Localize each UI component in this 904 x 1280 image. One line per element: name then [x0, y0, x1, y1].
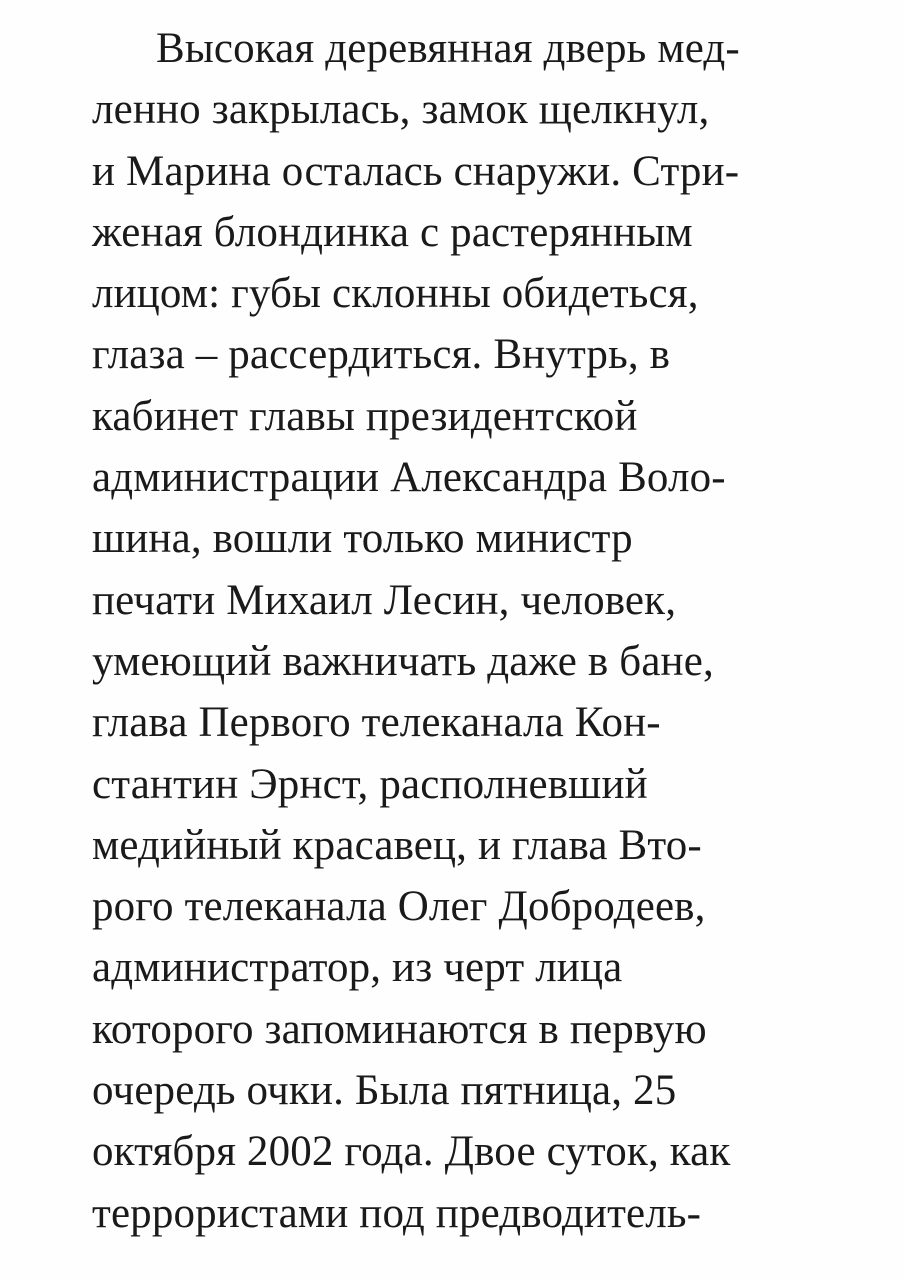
text-line-3: и Марина осталась снаружи. Стри- [92, 147, 740, 195]
text-line-1: Высокая деревянная дверь мед- [156, 25, 740, 72]
text-line-10: печати Михаил Лесин, человек, [92, 576, 677, 624]
text-line-8: администрации Александра Воло- [92, 454, 726, 502]
text-line-20: террористами под предводитель- [92, 1189, 702, 1237]
text-line-5: лицом: губы склонны обидеться, [92, 270, 699, 318]
text-line-14: медийный красавец, и глава Вто- [92, 821, 702, 869]
text-line-9: шина, вошли только министр [92, 515, 633, 563]
text-line-11: умеющий важничать даже в бане, [92, 637, 714, 685]
text-line-12: глава Первого телеканала Кон- [92, 699, 661, 747]
text-line-4: женая блондинка с растерянным [92, 208, 693, 256]
text-line-18: очередь очки. Была пятница, 25 [92, 1067, 677, 1115]
text-line-19: октября 2002 года. Двое суток, как [92, 1128, 731, 1176]
text-line-13: стантин Эрнст, располневший [92, 760, 648, 808]
text-line-7: кабинет главы президентской [92, 392, 638, 440]
body-paragraph [92, 18, 872, 1244]
text-line-15: рого телеканала Олег Добродеев, [92, 883, 706, 931]
text-line-2: ленно закрылась, замок щелкнул, [92, 86, 710, 134]
text-line-6: глаза – рассердиться. Внутрь, в [92, 331, 671, 379]
text-line-16: администратор, из черт лица [92, 944, 623, 992]
text-line-17: которого запоминаются в первую [92, 1005, 707, 1053]
